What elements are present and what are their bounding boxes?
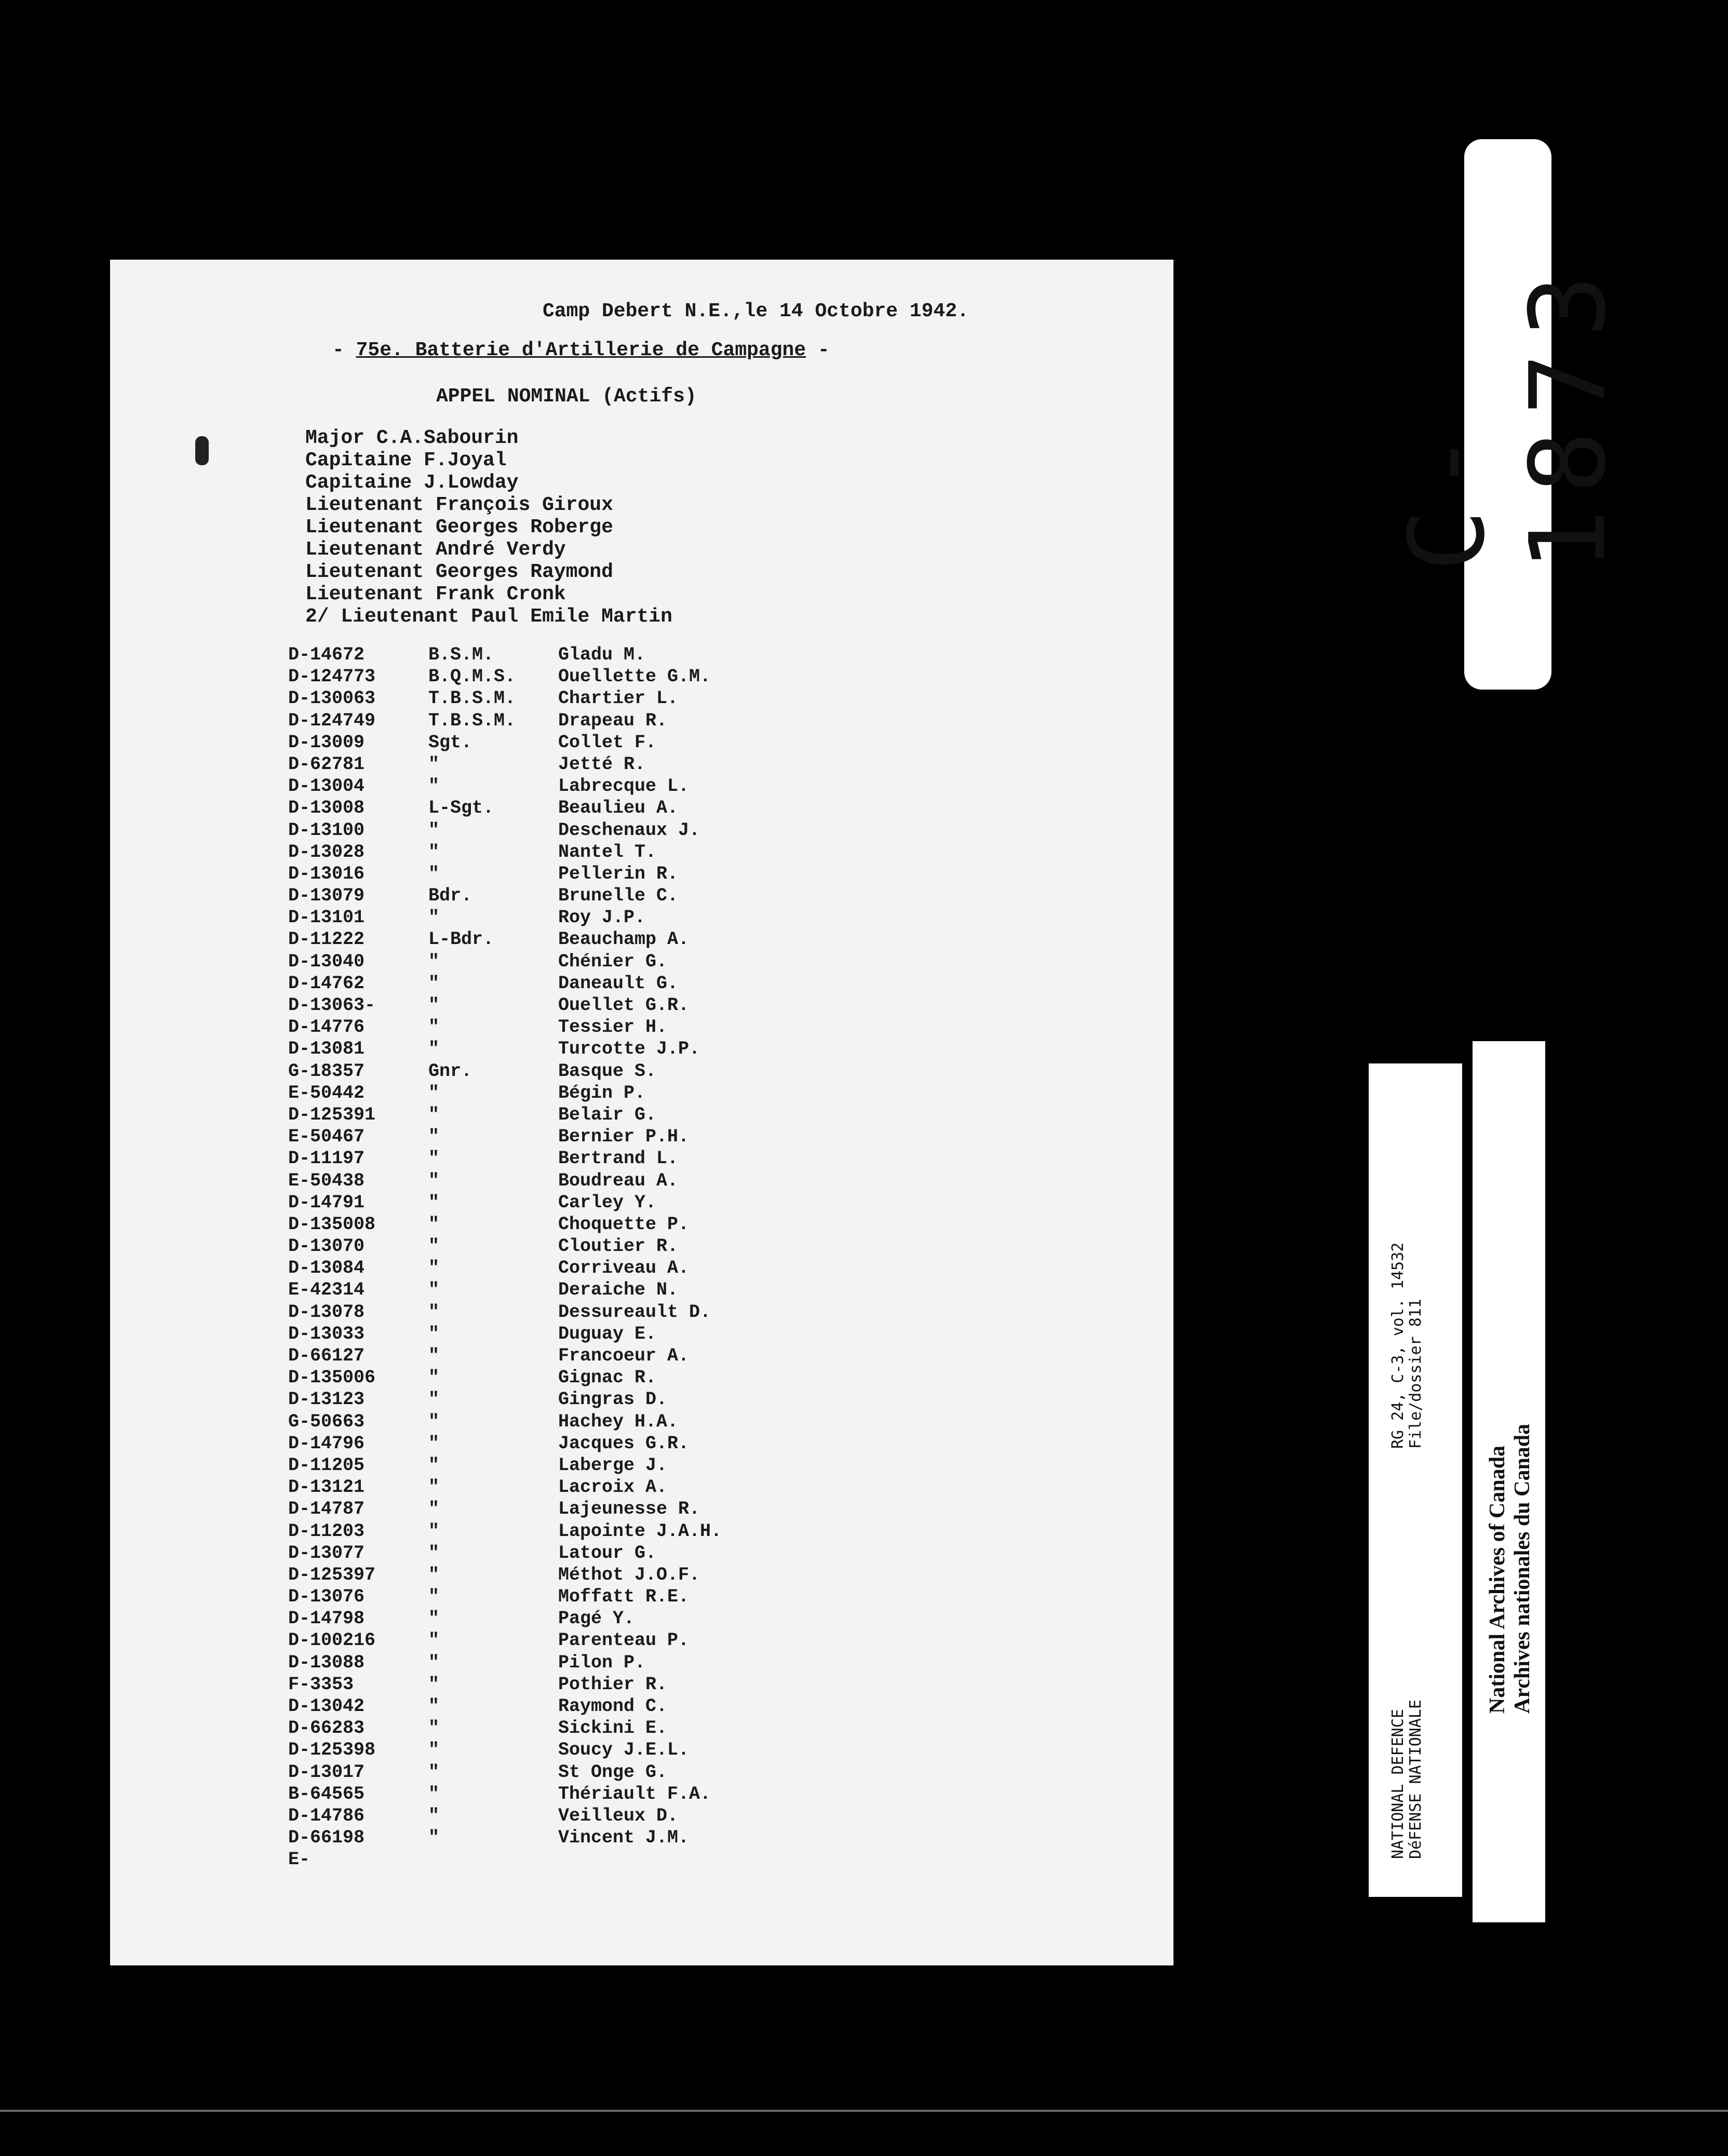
- file-number: File/dossier 811: [1407, 1299, 1425, 1449]
- service-number: D-13084: [288, 1258, 365, 1279]
- service-number: D-13033: [288, 1323, 365, 1344]
- soldier-name: Choquette P.: [558, 1214, 690, 1235]
- soldier-name: Bégin P.: [558, 1082, 646, 1103]
- soldier-name: Drapeau R.: [558, 710, 668, 731]
- rank: ": [428, 907, 440, 928]
- soldier-name: Hachey H.A.: [558, 1411, 679, 1432]
- service-number: B-64565: [288, 1783, 365, 1804]
- service-number: D-124749: [288, 710, 376, 731]
- soldier-name: Gignac R.: [558, 1367, 657, 1389]
- service-number: D-13028: [288, 841, 365, 863]
- officer-entry: Lieutenant Georges Roberge: [305, 516, 613, 538]
- soldier-name: Latour G.: [558, 1542, 657, 1564]
- rank: ": [428, 1652, 440, 1673]
- soldier-name: Dessureault D.: [558, 1301, 711, 1323]
- service-number: D-13101: [288, 907, 365, 928]
- soldier-name: Jetté R.: [558, 753, 646, 775]
- soldier-name: Vincent J.M.: [558, 1827, 690, 1849]
- rank: L-Bdr.: [428, 929, 494, 950]
- service-number: D-13100: [288, 819, 365, 841]
- reference-label: [1389, 1243, 1425, 1449]
- service-number: D-13070: [288, 1236, 365, 1257]
- rank: ": [428, 1301, 440, 1323]
- soldier-name: Duguay E.: [558, 1323, 657, 1344]
- soldier-name: Gingras D.: [558, 1389, 668, 1410]
- service-number: D-11197: [288, 1148, 365, 1169]
- soldier-name: Brunelle C.: [558, 885, 679, 907]
- service-number: D-13042: [288, 1696, 365, 1717]
- archives-label: [1485, 1424, 1535, 1714]
- service-number: D-14776: [288, 1017, 365, 1038]
- service-number: F-3353: [288, 1674, 354, 1695]
- service-number: D-13063-: [288, 995, 376, 1016]
- rank: ": [428, 1389, 440, 1410]
- soldier-name: Lajeunesse R.: [558, 1499, 700, 1520]
- soldier-name: Ouellette G.M.: [558, 666, 711, 688]
- rank: ": [428, 1214, 440, 1235]
- service-number: D-13008: [288, 798, 365, 819]
- service-number: D-135006: [288, 1367, 376, 1389]
- rank: ": [428, 1608, 440, 1629]
- archives-en: National Archives of Canada: [1486, 1445, 1509, 1714]
- rank: ": [428, 1039, 440, 1060]
- officer-entry: Lieutenant Frank Cronk: [305, 583, 566, 605]
- soldier-name: Tessier H.: [558, 1017, 668, 1038]
- soldier-name: Bertrand L.: [558, 1148, 679, 1169]
- service-number: E-: [288, 1849, 310, 1870]
- service-number: G-50663: [288, 1411, 365, 1432]
- punch-hole: [195, 436, 209, 465]
- service-number: D-14791: [288, 1192, 365, 1213]
- service-number: E-42314: [288, 1279, 365, 1301]
- rank: ": [428, 1740, 440, 1761]
- soldier-name: Boudreau A.: [558, 1170, 679, 1191]
- rank: ": [428, 973, 440, 994]
- soldier-name: Soucy J.E.L.: [558, 1740, 690, 1761]
- officer-entry: Lieutenant Georges Raymond: [305, 561, 613, 583]
- soldier-name: Nantel T.: [558, 841, 657, 863]
- service-number: D-13009: [288, 732, 365, 753]
- rank: ": [428, 995, 440, 1016]
- rank: ": [428, 1454, 440, 1476]
- soldier-name: Basque S.: [558, 1060, 657, 1082]
- rank: ": [428, 1126, 440, 1148]
- rank: ": [428, 1696, 440, 1717]
- soldier-name: St Onge G.: [558, 1761, 668, 1783]
- soldier-name: Deschenaux J.: [558, 819, 700, 841]
- service-number: D-124773: [288, 666, 376, 688]
- service-number: D-14786: [288, 1805, 365, 1826]
- soldier-name: Roy J.P.: [558, 907, 646, 928]
- service-number: D-135008: [288, 1214, 376, 1235]
- soldier-name: Pagé Y.: [558, 1608, 635, 1629]
- rank: ": [428, 1148, 440, 1169]
- service-number: E-50442: [288, 1082, 365, 1103]
- service-number: D-13123: [288, 1389, 365, 1410]
- rank: ": [428, 1323, 440, 1344]
- service-number: D-125398: [288, 1740, 376, 1761]
- soldier-name: Belair G.: [558, 1104, 657, 1125]
- rank: ": [428, 1718, 440, 1739]
- rank: ": [428, 1345, 440, 1366]
- officer-entry: Lieutenant François Giroux: [305, 494, 613, 516]
- soldier-name: Jacques G.R.: [558, 1433, 690, 1454]
- soldier-name: Chénier G.: [558, 951, 668, 972]
- record-group: RG 24, C-3, vol. 14532: [1389, 1242, 1407, 1449]
- soldier-name: Lacroix A.: [558, 1477, 668, 1498]
- soldier-name: Collet F.: [558, 732, 657, 753]
- rank: ": [428, 1520, 440, 1542]
- rank: ": [428, 1477, 440, 1498]
- soldier-name: Raymond C.: [558, 1696, 668, 1717]
- service-number: D-13016: [288, 863, 365, 884]
- service-number: E-50467: [288, 1126, 365, 1148]
- service-number: D-14672: [288, 644, 365, 665]
- soldier-name: Francoeur A.: [558, 1345, 690, 1366]
- rank: B.S.M.: [428, 644, 494, 665]
- title-dash-right: -: [806, 339, 830, 361]
- soldier-name: Lapointe J.A.H.: [558, 1520, 722, 1542]
- officer-entry: 2/ Lieutenant Paul Emile Martin: [305, 605, 672, 628]
- rank: ": [428, 1499, 440, 1520]
- service-number: D-13079: [288, 885, 365, 907]
- service-number: D-13088: [288, 1652, 365, 1673]
- service-number: D-13076: [288, 1586, 365, 1608]
- soldier-name: Beaulieu A.: [558, 798, 679, 819]
- rank: Gnr.: [428, 1060, 473, 1082]
- rank: ": [428, 1630, 440, 1651]
- service-number: D-14762: [288, 973, 365, 994]
- rank: ": [428, 863, 440, 884]
- service-number: D-13004: [288, 776, 365, 797]
- service-number: D-13017: [288, 1761, 365, 1783]
- department-label: [1389, 1700, 1425, 1859]
- rank: Bdr.: [428, 885, 473, 907]
- battery-title: [332, 339, 830, 361]
- soldier-name: Chartier L.: [558, 688, 679, 709]
- service-number: D-11205: [288, 1454, 365, 1476]
- rank: ": [428, 1783, 440, 1804]
- service-number: D-125397: [288, 1564, 376, 1585]
- rank: ": [428, 1192, 440, 1213]
- soldier-name: Bernier P.H.: [558, 1126, 690, 1148]
- department-en: NATIONAL DEFENCE: [1389, 1709, 1407, 1859]
- service-number: D-13078: [288, 1301, 365, 1323]
- soldier-name: Ouellet G.R.: [558, 995, 690, 1016]
- soldier-name: Pilon P.: [558, 1652, 646, 1673]
- rank: ": [428, 1411, 440, 1432]
- rank: ": [428, 776, 440, 797]
- officer-entry: Capitaine J.Lowday: [305, 471, 519, 494]
- frame-rule: [0, 2110, 1728, 2112]
- soldier-name: Pothier R.: [558, 1674, 668, 1695]
- service-number: D-13121: [288, 1477, 365, 1498]
- service-number: D-13081: [288, 1039, 365, 1060]
- soldier-name: Daneault G.: [558, 973, 679, 994]
- rank: ": [428, 753, 440, 775]
- rank: ": [428, 1564, 440, 1585]
- department-fr: DéFENSE NATIONALE: [1407, 1699, 1425, 1859]
- soldier-name: Laberge J.: [558, 1454, 668, 1476]
- service-number: E-50438: [288, 1170, 365, 1191]
- soldier-name: Cloutier R.: [558, 1236, 679, 1257]
- soldier-name: Pellerin R.: [558, 863, 679, 884]
- rank: ": [428, 1827, 440, 1849]
- rank: ": [428, 1367, 440, 1389]
- soldier-name: Turcotte J.P.: [558, 1039, 700, 1060]
- officer-entry: Capitaine F.Joyal: [305, 449, 507, 471]
- service-number: D-11222: [288, 929, 365, 950]
- soldier-name: Moffatt R.E.: [558, 1586, 690, 1608]
- rank: ": [428, 1674, 440, 1695]
- soldier-name: Thériault F.A.: [558, 1783, 711, 1804]
- rank: Sgt.: [428, 732, 473, 753]
- service-number: D-66198: [288, 1827, 365, 1849]
- reel-number: C-1873: [1387, 259, 1629, 572]
- rank: B.Q.M.S.: [428, 666, 516, 688]
- service-number: D-62781: [288, 753, 365, 775]
- service-number: D-14798: [288, 1608, 365, 1629]
- rank: ": [428, 1279, 440, 1301]
- rank: ": [428, 1542, 440, 1564]
- archives-fr: Archives nationales du Canada: [1510, 1423, 1534, 1714]
- soldier-name: Méthot J.O.F.: [558, 1564, 700, 1585]
- soldier-name: Corriveau A.: [558, 1258, 690, 1279]
- roll-call-heading: APPEL NOMINAL (Actifs): [436, 385, 697, 408]
- officer-list: [305, 427, 672, 628]
- rank: ": [428, 1104, 440, 1125]
- service-number: D-66283: [288, 1718, 365, 1739]
- rank: ": [428, 951, 440, 972]
- rank: ": [428, 1586, 440, 1608]
- service-number: D-13040: [288, 951, 365, 972]
- title-text: 75e. Batterie d'Artillerie de Campagne: [356, 339, 806, 361]
- service-number: D-11203: [288, 1520, 365, 1542]
- service-number: D-13077: [288, 1542, 365, 1564]
- rank: ": [428, 1082, 440, 1103]
- soldier-name: Labrecque L.: [558, 776, 690, 797]
- rank: ": [428, 1236, 440, 1257]
- rank: T.B.S.M.: [428, 688, 516, 709]
- soldier-name: Gladu M.: [558, 644, 646, 665]
- rank: ": [428, 1805, 440, 1826]
- rank: ": [428, 1017, 440, 1038]
- soldier-name: Carley Y.: [558, 1192, 657, 1213]
- soldier-name: Deraiche N.: [558, 1279, 679, 1301]
- rank: ": [428, 1761, 440, 1783]
- service-number: G-18357: [288, 1060, 365, 1082]
- rank: L-Sgt.: [428, 798, 494, 819]
- service-number: D-100216: [288, 1630, 376, 1651]
- service-number: D-66127: [288, 1345, 365, 1366]
- officer-entry: Lieutenant André Verdy: [305, 538, 566, 561]
- soldier-name: Beauchamp A.: [558, 929, 690, 950]
- document-date: Camp Debert N.E.,le 14 Octobre 1942.: [543, 300, 969, 322]
- rank: ": [428, 1170, 440, 1191]
- rank: ": [428, 1433, 440, 1454]
- officer-entry: Major C.A.Sabourin: [305, 427, 519, 449]
- service-number: D-14796: [288, 1433, 365, 1454]
- rank: ": [428, 841, 440, 863]
- soldier-name: Sickini E.: [558, 1718, 668, 1739]
- rank: T.B.S.M.: [428, 710, 516, 731]
- rank: ": [428, 1258, 440, 1279]
- title-dash-left: -: [332, 339, 356, 361]
- service-number: D-14787: [288, 1499, 365, 1520]
- soldier-name: Veilleux D.: [558, 1805, 679, 1826]
- rank: ": [428, 819, 440, 841]
- service-number: D-130063: [288, 688, 376, 709]
- soldier-name: Parenteau P.: [558, 1630, 690, 1651]
- service-number: D-125391: [288, 1104, 376, 1125]
